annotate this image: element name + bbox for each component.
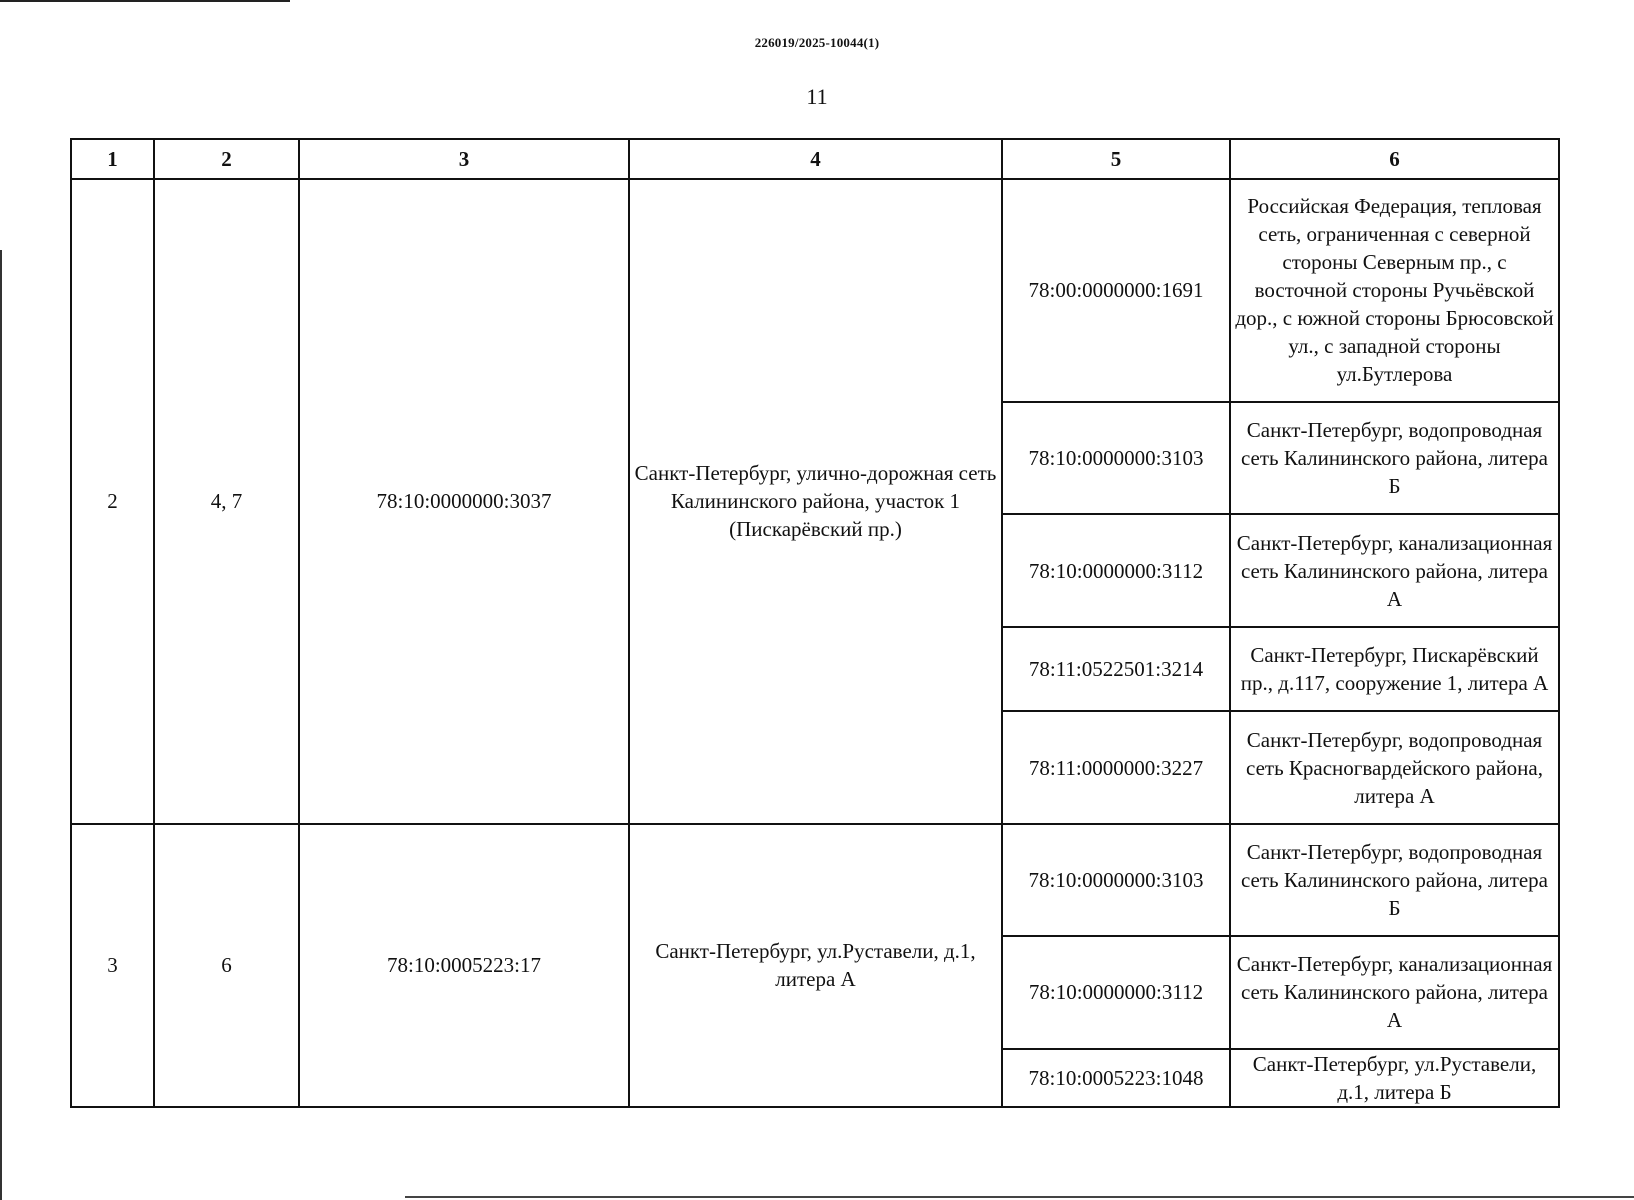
related-cadastral-number: 78:10:0000000:3103 xyxy=(1002,824,1230,936)
header-col-4: 4 xyxy=(629,139,1002,179)
related-description: Российская Федерация, тепловая сеть, ограниченная с северной стороны Северным пр., с восточной стороны Ручьёвской дор., с южной стороны Брюсовской ул., с западной стороны ул.Бутлерова xyxy=(1230,179,1559,402)
related-description: Санкт-Петербург, ул.Руставели, д.1, литера Б xyxy=(1230,1049,1559,1107)
related-description: Санкт-Петербург, Пискарёвский пр., д.117, сооружение 1, литера А xyxy=(1230,627,1559,711)
point-numbers: 6 xyxy=(154,824,299,1107)
related-cadastral-number: 78:00:0000000:1691 xyxy=(1002,179,1230,402)
scan-edge-top xyxy=(0,0,290,2)
point-numbers: 4, 7 xyxy=(154,179,299,824)
scan-edge-left xyxy=(0,250,2,1200)
row-number: 3 xyxy=(71,824,154,1107)
cadastral-number: 78:10:0000000:3037 xyxy=(299,179,629,824)
header-col-1: 1 xyxy=(71,139,154,179)
cadastral-number: 78:10:0005223:17 xyxy=(299,824,629,1107)
related-cadastral-number: 78:11:0000000:3227 xyxy=(1002,711,1230,823)
header-col-5: 5 xyxy=(1002,139,1230,179)
related-description: Санкт-Петербург, водопроводная сеть Красногвардейского района, литера А xyxy=(1230,711,1559,823)
related-cadastral-number: 78:10:0005223:1048 xyxy=(1002,1049,1230,1107)
header-col-2: 2 xyxy=(154,139,299,179)
related-description: Санкт-Петербург, водопроводная сеть Калининского района, литера Б xyxy=(1230,402,1559,514)
address: Санкт-Петербург, ул.Руставели, д.1, литера А xyxy=(629,824,1002,1107)
header-row xyxy=(71,139,1559,179)
table-row xyxy=(71,824,1559,936)
related-description: Санкт-Петербург, водопроводная сеть Калининского района, литера Б xyxy=(1230,824,1559,936)
related-description: Санкт-Петербург, канализационная сеть Калининского района, литера А xyxy=(1230,514,1559,626)
related-cadastral-number: 78:11:0522501:3214 xyxy=(1002,627,1230,711)
document-id: 226019/2025-10044(1) xyxy=(754,35,880,50)
related-cadastral-number: 78:10:0000000:3112 xyxy=(1002,936,1230,1048)
related-cadastral-number: 78:10:0000000:3103 xyxy=(1002,402,1230,514)
related-cadastral-number: 78:10:0000000:3112 xyxy=(1002,514,1230,626)
header-col-3: 3 xyxy=(299,139,629,179)
cadastral-table xyxy=(70,138,1560,1108)
related-description: Санкт-Петербург, канализационная сеть Калининского района, литера А xyxy=(1230,936,1559,1048)
page-number: 11 xyxy=(806,84,828,109)
scan-edge-bottom xyxy=(405,1196,1634,1198)
address: Санкт-Петербург, улично-дорожная сеть Калининского района, участок 1 (Пискарёвский пр.) xyxy=(629,179,1002,824)
header-col-6: 6 xyxy=(1230,139,1559,179)
row-number: 2 xyxy=(71,179,154,824)
table-row xyxy=(71,179,1559,402)
